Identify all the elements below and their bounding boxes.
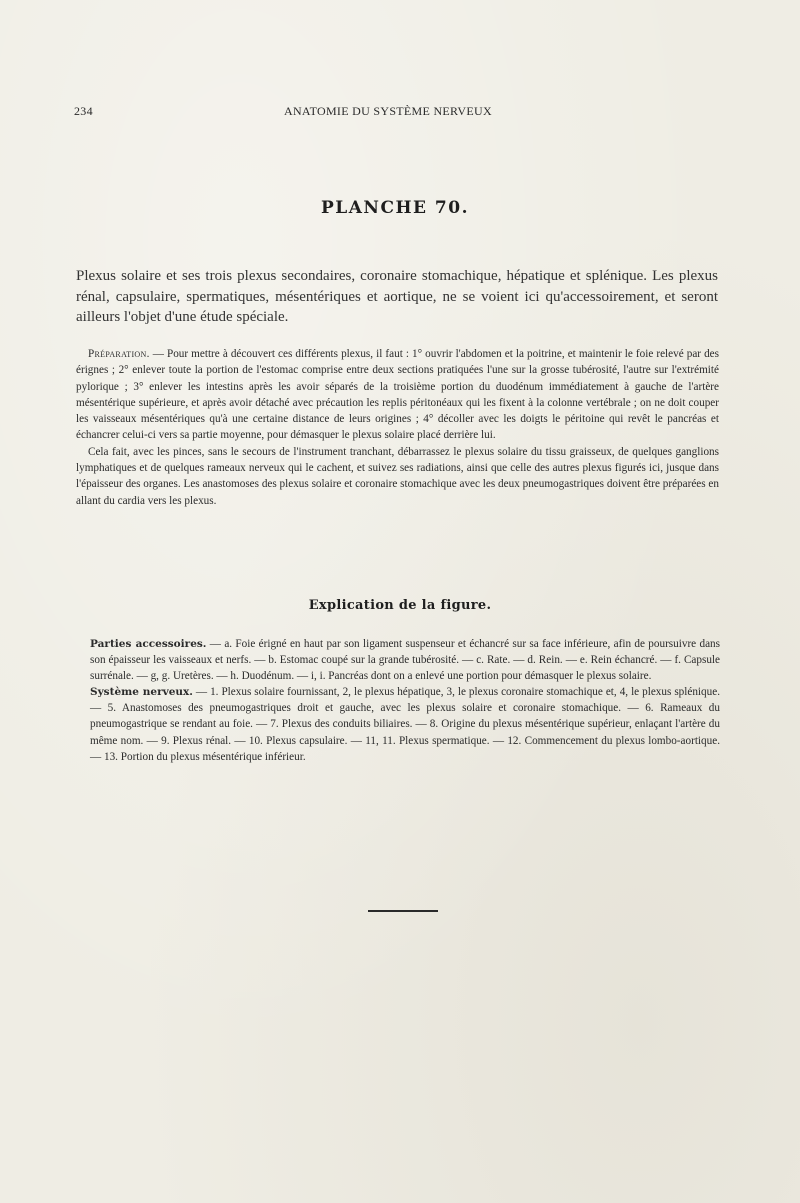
plate-title: PLANCHE 70. bbox=[320, 198, 469, 218]
legend-parties-accessoires bbox=[90, 636, 720, 684]
systeme-text: — 1. Plexus solaire fournissant, 2, le plexus hépatique, 3, le plexus coronaire stomachique et, 4, le plexus splénique. — 5. Anastomoses des pneumogastriques droit et gauche, avec les plexus solaire et coronaire stomachique. — 6. Rameaux du pneumogastrique se rendant au foie. — 7. Plexus des conduits biliaires. — 8. Origine du plexus mésentérique supérieur, enlaçant l'artère du même nom. — 9. Plexus rénal. — 10. Plexus capsulaire. — 11, 11. Plexus spermatique. — 12. Commencement du plexus lombo-aortique. — 13. Portion du plexus mésentérique inférieur. bbox=[90, 686, 720, 763]
figure-legend bbox=[90, 636, 720, 765]
running-title: ANATOMIE DU SYSTÈME NERVEUX bbox=[284, 104, 492, 118]
preparation-paragraph-2: Cela fait, avec les pinces, sans le secours de l'instrument tranchant, débarrassez le plexus solaire du tissu graisseux, de quelques ganglions lymphatiques et de quelques rameaux nerveux qui le cachent, et suivez ses radiations, ainsi que celle des autres plexus figurés ici, jusque dans l'épaisseur des organes. Les anastomoses des plexus solaire et coronaire stomachique avec les deux pneumogastriques doivent être préparées en allant du cardia vers les plexus. bbox=[76, 445, 719, 507]
preparation-text-1: — Pour mettre à découvert ces différents plexus, il faut : 1° ouvrir l'abdomen et la poitrine, et maintenir le foie relevé par des érignes ; 2° enlever toute la portion de l'estomac comprise entre deux sections pratiquées l'une sur la grosse tubérosité, l'autre sur l'extrémité pylorique ; 3° enlever les intestins après les avoir séparés de la troisième portion du duodénum immédiatement à gauche de l'artère mésentérique supérieure, et après avoir détaché avec précaution les replis péritonéaux qui les fixent à la colonne vertébrale ; on ne doit couper les vaisseaux mésentériques qu'à une certaine distance de leurs origines ; 4° décoller avec les doigts le péritoine qui revêt le pancréas et échancrer celui-ci vers sa partie moyenne, pour démasquer le plexus solaire placé derrière lui. bbox=[76, 348, 719, 442]
explanation-title: Explication de la figure. bbox=[308, 598, 492, 613]
closing-rule bbox=[368, 910, 438, 912]
parties-text: — a. Foie érigné en haut par son ligament suspenseur et échancré sur sa face inférieure, afin de poursuivre dans son épaisseur les vaisseaux et nerfs. — b. Estomac coupé sur la grande tubérosité. — c. Rate. — d. Rein. — e. Rein échancré. — f. Capsule surrénale. — g, g. Uretères. — h. Duodénum. — i, i. Pancréas dont on a enlevé une portion pour démasquer le plexus solaire. bbox=[90, 638, 720, 683]
preparation-label: Préparation. bbox=[88, 348, 150, 360]
parties-label: Parties accessoires. bbox=[90, 638, 207, 650]
preparation-section bbox=[76, 346, 719, 509]
page-number: 234 bbox=[74, 104, 93, 118]
legend-systeme-nerveux bbox=[90, 684, 720, 764]
intro-paragraph: Plexus solaire et ses trois plexus secondaires, coronaire stomachique, hépatique et splénique. Les plexus rénal, capsulaire, spermatiques, mésentériques et aortique, ne se voient ici qu'accessoirement, et seront ailleurs l'objet d'une étude spéciale. bbox=[76, 268, 718, 325]
systeme-label: Système nerveux. bbox=[90, 686, 193, 699]
preparation-paragraph-1 bbox=[76, 346, 719, 444]
